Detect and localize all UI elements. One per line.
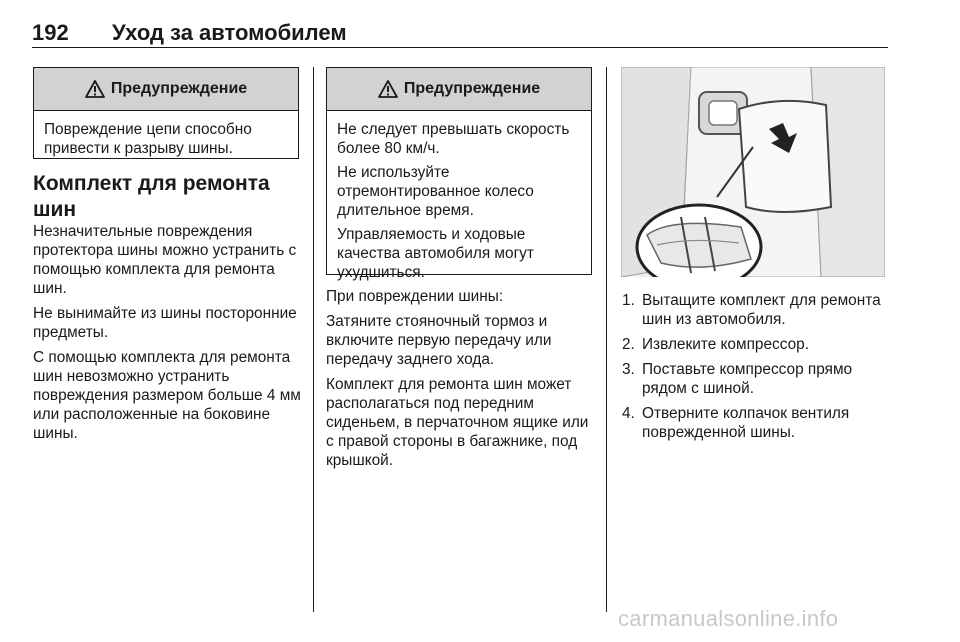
step-number: 1. <box>622 292 635 309</box>
list-item <box>614 291 890 329</box>
warning-triangle-icon <box>85 80 105 98</box>
section-heading: Комплект для ремонта шин <box>33 172 270 221</box>
warning-paragraph: Не следует превышать скорость более 80 км/ч. <box>337 121 570 157</box>
watermark: carmanualsonline.info <box>618 606 839 631</box>
step-number: 3. <box>622 361 635 378</box>
trunk-illustration-drawing <box>621 67 885 277</box>
warning-text: Повреждение цепи способно привести к разрыву шины. <box>44 121 252 157</box>
column-divider-left <box>313 67 314 612</box>
left-body-text <box>33 222 301 449</box>
warning-box-speed <box>326 67 592 281</box>
middle-body-text <box>326 287 592 476</box>
warning-paragraph: Не используйте отремонтированное колесо длительное время. <box>337 164 534 219</box>
column-divider-right <box>606 67 607 612</box>
warning-body <box>34 111 298 166</box>
paragraph: С помощью комплекта для ремонта шин невозможно устранить повреждения размером больше 4 мм или расположенные на боковине шины. <box>33 349 301 442</box>
warning-box-chain <box>33 67 299 159</box>
steps-list-container <box>614 291 890 448</box>
paragraph: Комплект для ремонта шин может располагаться под передним сиденьем, в перчаточном ящике или с правой стороны в багажнике, под крышкой. <box>326 376 589 469</box>
list-item <box>614 335 890 354</box>
warning-header <box>34 68 298 111</box>
step-text: Поставьте компрессор прямо рядом с шиной. <box>642 361 853 397</box>
steps-list <box>614 291 890 442</box>
list-item <box>614 404 890 442</box>
step-text: Извлеките компрессор. <box>642 336 809 353</box>
step-number: 2. <box>622 336 635 353</box>
warning-triangle-icon <box>378 80 398 98</box>
paragraph: Затяните стояночный тормоз и включите первую передачу или передачу заднего хода. <box>326 313 552 368</box>
list-item <box>614 360 890 398</box>
step-text: Вытащите комплект для ремонта шин из автомобиля. <box>642 292 881 328</box>
page-number: 192 <box>32 20 69 45</box>
warning-paragraph: Управляемость и ходовые качества автомобиля могут ухудшиться. <box>337 226 534 281</box>
paragraph: При повреждении шины: <box>326 288 504 305</box>
paragraph: Незначительные повреждения протектора шины можно устранить с помощью комплекта для ремонта шин. <box>33 223 297 297</box>
page-title: Уход за автомобилем <box>112 20 347 45</box>
trunk-compartment-illustration <box>621 67 885 277</box>
step-text: Отверните колпачок вентиля поврежденной шины. <box>642 405 850 441</box>
warning-body <box>327 111 591 290</box>
warning-title: Предупреждение <box>403 80 541 97</box>
header-divider <box>32 47 888 48</box>
warning-title: Предупреждение <box>110 80 248 97</box>
warning-header <box>327 68 591 111</box>
paragraph: Не вынимайте из шины посторонние предметы. <box>33 305 297 341</box>
step-number: 4. <box>622 405 635 422</box>
